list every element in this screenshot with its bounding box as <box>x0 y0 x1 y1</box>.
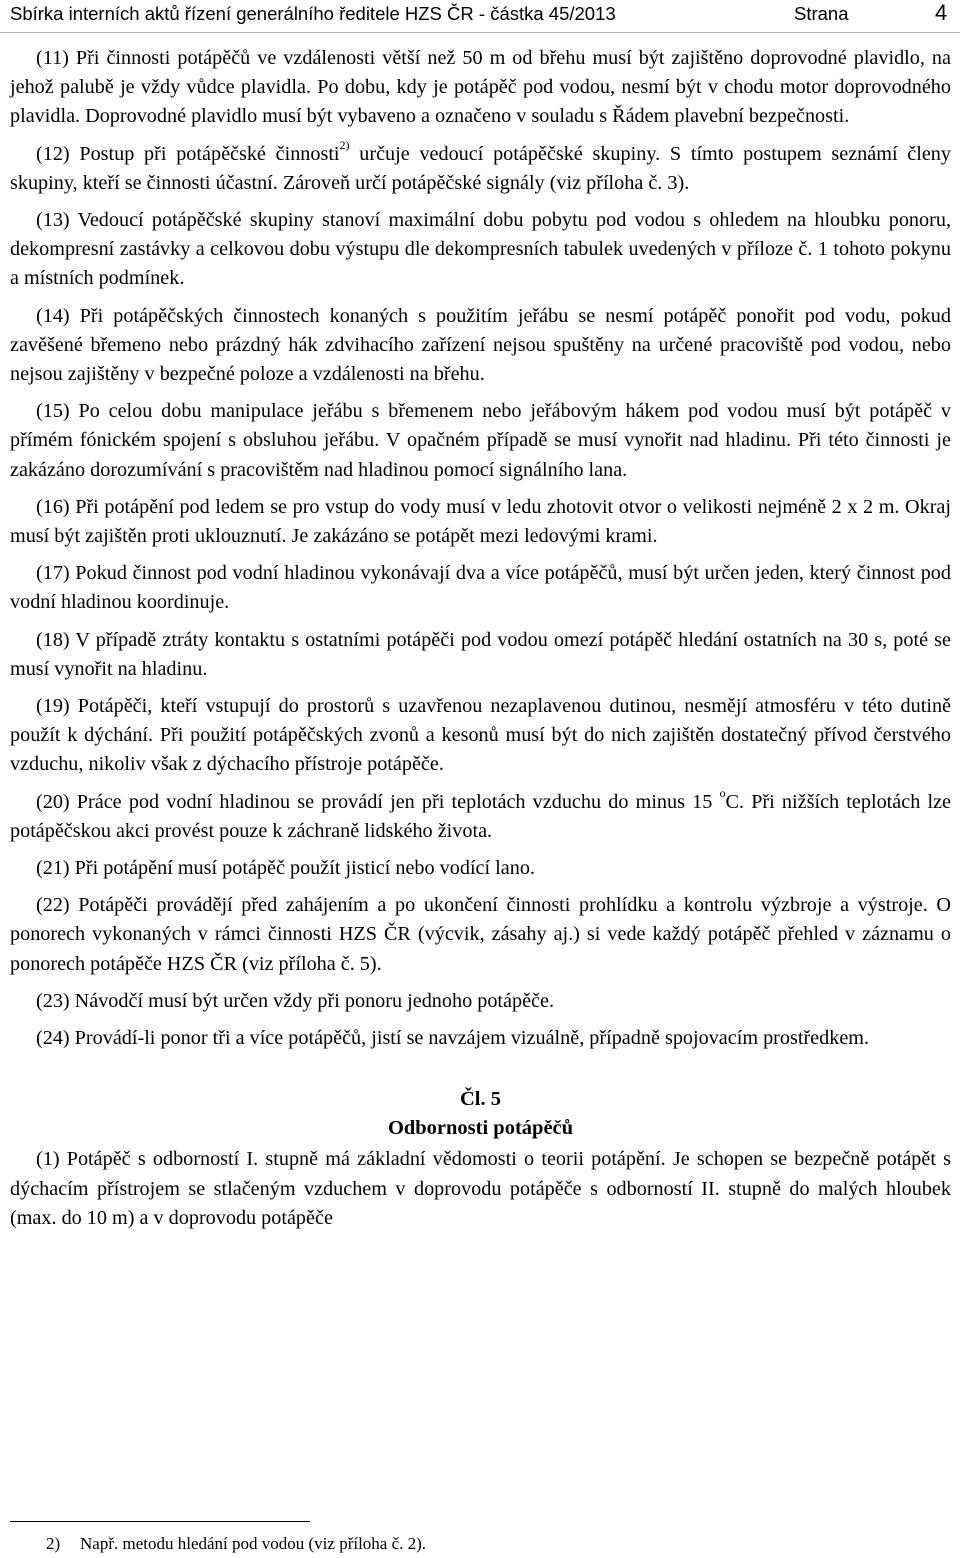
document-body <box>10 44 951 1241</box>
page-label: Strana <box>794 3 849 24</box>
paragraph-23: (23) Návodčí musí být určen vždy při ponoru jednoho potápěče. <box>36 989 555 1012</box>
footnote-number: 2) <box>46 1534 61 1553</box>
header-divider <box>0 32 960 33</box>
degree-superscript: o <box>719 785 726 800</box>
paragraph-11: (11) Při činnosti potápěčů ve vzdálenosti větší než 50 m od břehu musí být zajištěno doprovodné plavidlo, na jehož palubě je vždy vůdce plavidla. Po dobu, kdy je potápěč pod vodou, nesmí být v chodu motor doprovodného plavidla. Doprovodné plavidlo musí být vybaveno a označeno v souladu s Řádem plavební bezpečnosti. <box>10 47 951 128</box>
page-number: 4 <box>935 0 948 25</box>
paragraph-13: (13) Vedoucí potápěčské skupiny stanoví maximální dobu pobytu pod vodou s ohledem na hloubku ponoru, dekompresní zastávky a celkovou dobu výstupu dle dekompresních tabulek uvedených v příloze č. 1 tohoto pokynu a místních podmínek. <box>10 209 951 290</box>
footnote-text: Např. metodu hledání pod vodou (viz příloha č. 2). <box>80 1534 427 1553</box>
paragraph-21: (21) Při potápění musí potápěč použít jisticí nebo vodící lano. <box>36 857 535 880</box>
document-title: Sbírka interních aktů řízení generálního ředitele HZS ČR - částka 45/2013 <box>10 3 616 24</box>
paragraph-17: (17) Pokud činnost pod vodní hladinou vykonávají dva a více potápěčů, musí být určen jeden, který činnost pod vodní hladinou koordinuje. <box>10 562 951 614</box>
paragraph-14: (14) Při potápěčských činnostech konaných s použitím jeřábu se nesmí potápěč ponořit pod vodu, pokud zavěšené břemeno nebo prázdný hák zdvihacího zařízení nejsou spuštěny na určené pracoviště pod vodou, nebo nejsou zajištěny v bezpečné poloze a vzdálenosti na břehu. <box>10 304 951 386</box>
paragraph-20-text-a: (20) Práce pod vodní hladinou se provádí jen při teplotách vzduchu do minus 15 <box>36 790 720 813</box>
paragraph-20-text-b: C. Při nižších teplotách lze potápěčskou akci provést pouze k záchraně lidského života. <box>10 790 951 842</box>
paragraph-18: (18) V případě ztráty kontaktu s ostatními potápěči pod vodou omezí potápěč hledání ostatních na 30 s, poté se musí vynořit na hladinu. <box>10 628 951 680</box>
paragraph-22: (22) Potápěči provádějí před zahájením a po ukončení činnosti prohlídku a kontrolu výzbroje a výstroje. O ponorech vykonaných v rámci činnosti HZS ČR (výcvik, zásahy aj.) si vede každý potápěč přehled v záznamu o ponorech potápěče HZS ČR (viz příloha č. 5). <box>10 894 951 975</box>
paragraph-12-text-b: určuje vedoucí potápěčské skupiny. S tímto postupem seznámí členy skupiny, kteří se činnosti účastní. Zároveň určí potápěčské signály (viz příloha č. 3). <box>10 142 951 194</box>
paragraph-19: (19) Potápěči, kteří vstupují do prostorů s uzavřenou nezaplavenou dutinou, nesmějí atmosféru v této dutině použít k dýchání. Při použití potápěčských zvonů a kesonů musí být do nich zajištěn dostatečný přívod čerstvého vzduchu, nikoliv však z dýchacího přístroje potápěče. <box>10 695 951 776</box>
section-title: Odbornosti potápěčů <box>387 1117 574 1140</box>
section-paragraph-1: (1) Potápěč s odborností I. stupně má základní vědomosti o teorii potápění. Je schopen se bezpečně potápět s dýchacím přístrojem se stlačeným vzduchem v doprovodu potápěče s odborností II. stupně do malých hloubek (max. do 10 m) a v doprovodu potápěče <box>10 1148 951 1229</box>
footnote <box>46 1534 426 1554</box>
page-header <box>0 0 960 32</box>
footnote-reference: 2) <box>339 137 350 152</box>
paragraph-24: (24) Provádí-li ponor tři a více potápěčů, jistí se navzájem vizuálně, případně spojovacím prostředkem. <box>36 1027 870 1050</box>
section-number: Čl. 5 <box>460 1088 501 1111</box>
paragraph-12-text-a: (12) Postup při potápěčské činnosti <box>36 142 340 165</box>
paragraph-15: (15) Po celou dobu manipulace jeřábu s břemenem nebo jeřábovým hákem pod vodou musí být potápěč v přímém fónickém spojení s obsluhou jeřábu. V opačném případě se musí vynořit nad hladinu. Při této činnosti je zakázáno dorozumívání s pracovištěm nad hladinou pomocí signálního lana. <box>10 400 951 481</box>
footnote-divider <box>10 1521 310 1522</box>
paragraph-16: (16) Při potápění pod ledem se pro vstup do vody musí v ledu zhotovit otvor o velikosti nejméně 2 x 2 m. Okraj musí být zajištěn proti uklouznutí. Je zakázáno se potápět mezi ledovými krami. <box>10 495 951 548</box>
paragraph-12 <box>10 137 951 198</box>
paragraph-20 <box>10 785 951 846</box>
